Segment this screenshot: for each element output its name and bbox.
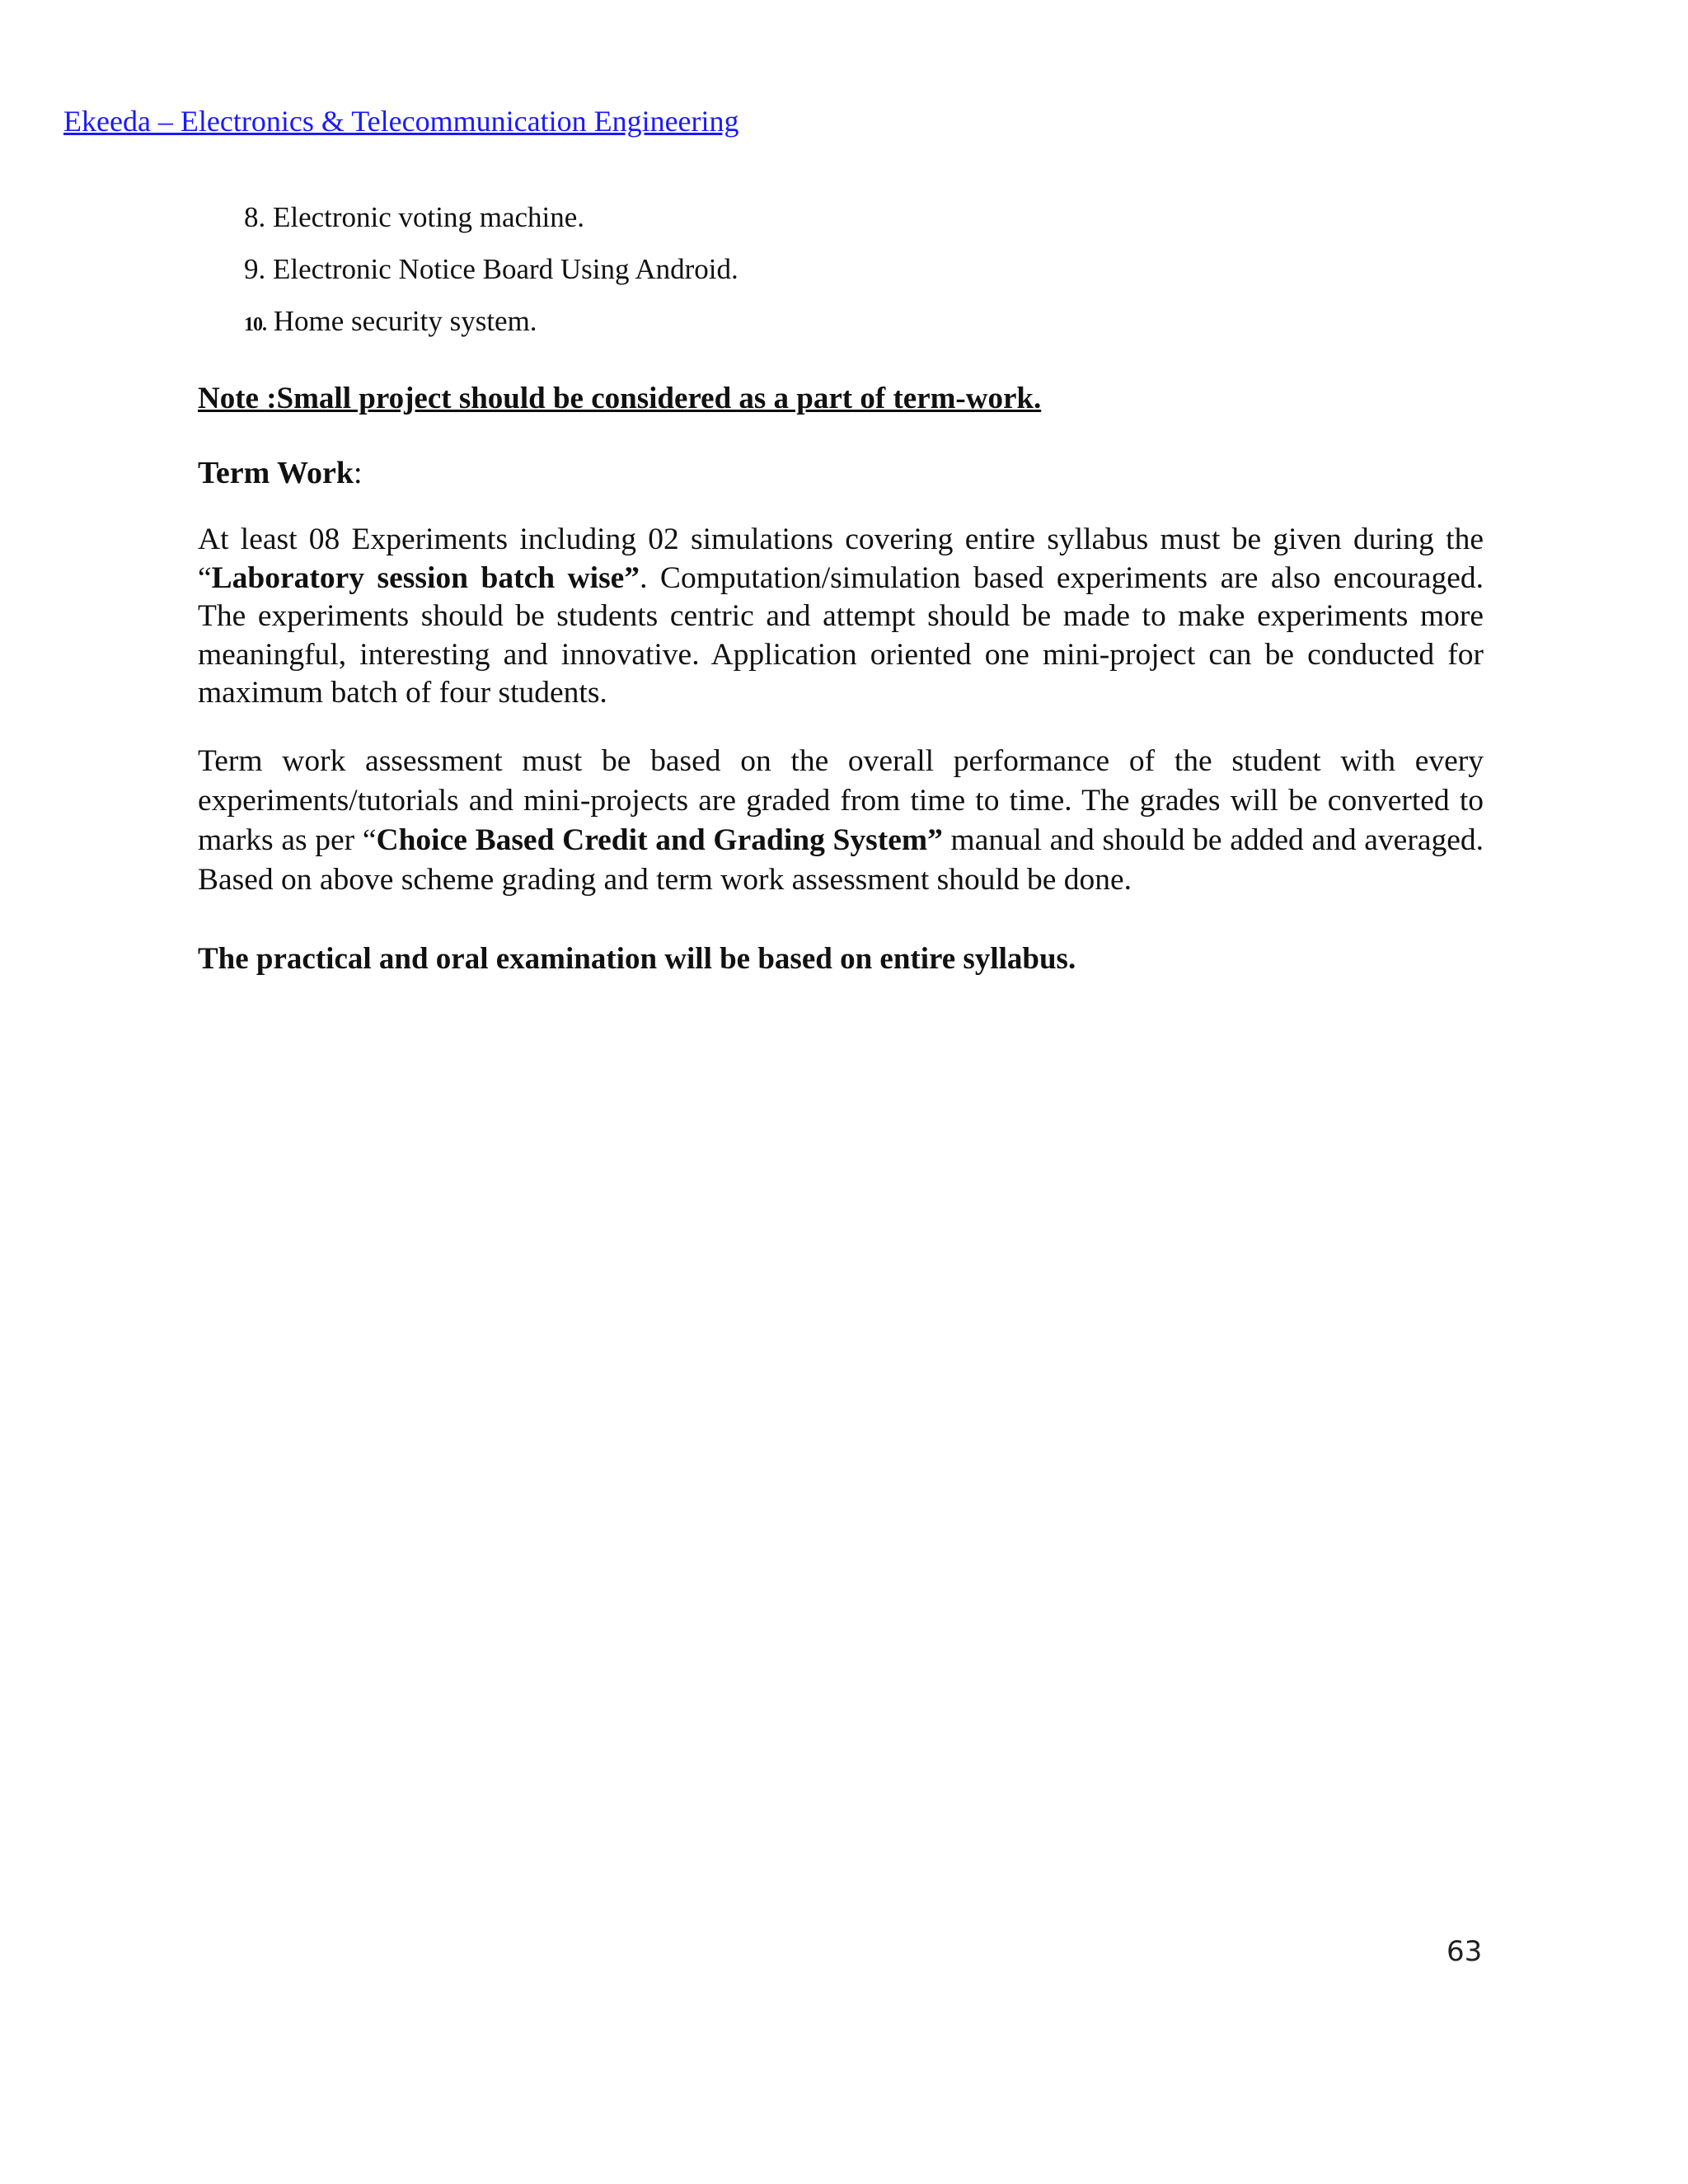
list-item-number: 8. xyxy=(244,201,266,233)
paragraph-1-text-a: At least 08 Experiments including 02 simulations covering entire syllabus must be given during the “ xyxy=(198,523,1484,595)
list-item-text: Electronic voting machine. xyxy=(265,201,585,233)
ekeeda-header-link[interactable]: Ekeeda – Electronics & Telecommunication Engineering xyxy=(63,105,739,138)
term-work-heading-colon: : xyxy=(353,456,363,490)
term-work-paragraph-1 xyxy=(198,521,1484,713)
list-item-number: 9. xyxy=(244,253,266,285)
paragraph-1-bold: Laboratory session batch wise” xyxy=(211,560,640,595)
paragraph-2-text-b: manual and should be added and averaged. Based on above scheme grading and term work assessment should be done. xyxy=(198,823,1484,897)
page-number: 63 xyxy=(1447,1935,1483,1968)
term-work-paragraph-2 xyxy=(198,742,1484,900)
examination-note: The practical and oral examination will be based on entire syllabus. xyxy=(198,942,1076,976)
term-work-heading-text: Term Work xyxy=(198,456,354,490)
list-item xyxy=(244,251,1480,303)
list-item xyxy=(244,303,1480,355)
paragraph-2-text-a: Term work assessment must be based on the overall performance of the student with every experiments/tutorials and mini-projects are graded from time to time. The grades will be converted to marks as per “ xyxy=(198,744,1484,857)
project-list xyxy=(244,199,1480,355)
list-item-text: Home security system. xyxy=(266,305,537,337)
paragraph-2-bold: Choice Based Credit and Grading System” xyxy=(376,823,943,857)
paragraph-1-text-b: . Computation/simulation based experiments are also encouraged. The experiments should be students centric and attempt should be made to make experiments more meaningful, interesting and innovative. Application oriented one mini-project can be conducted for maximum batch of four students. xyxy=(198,560,1484,710)
term-work-heading xyxy=(198,455,1484,491)
small-project-note: Note :Small project should be considered as a part of term-work. xyxy=(198,382,1042,415)
list-item-text: Electronic Notice Board Using Android. xyxy=(265,253,738,285)
list-item xyxy=(244,199,1480,251)
list-item-number: 10. xyxy=(244,314,266,335)
